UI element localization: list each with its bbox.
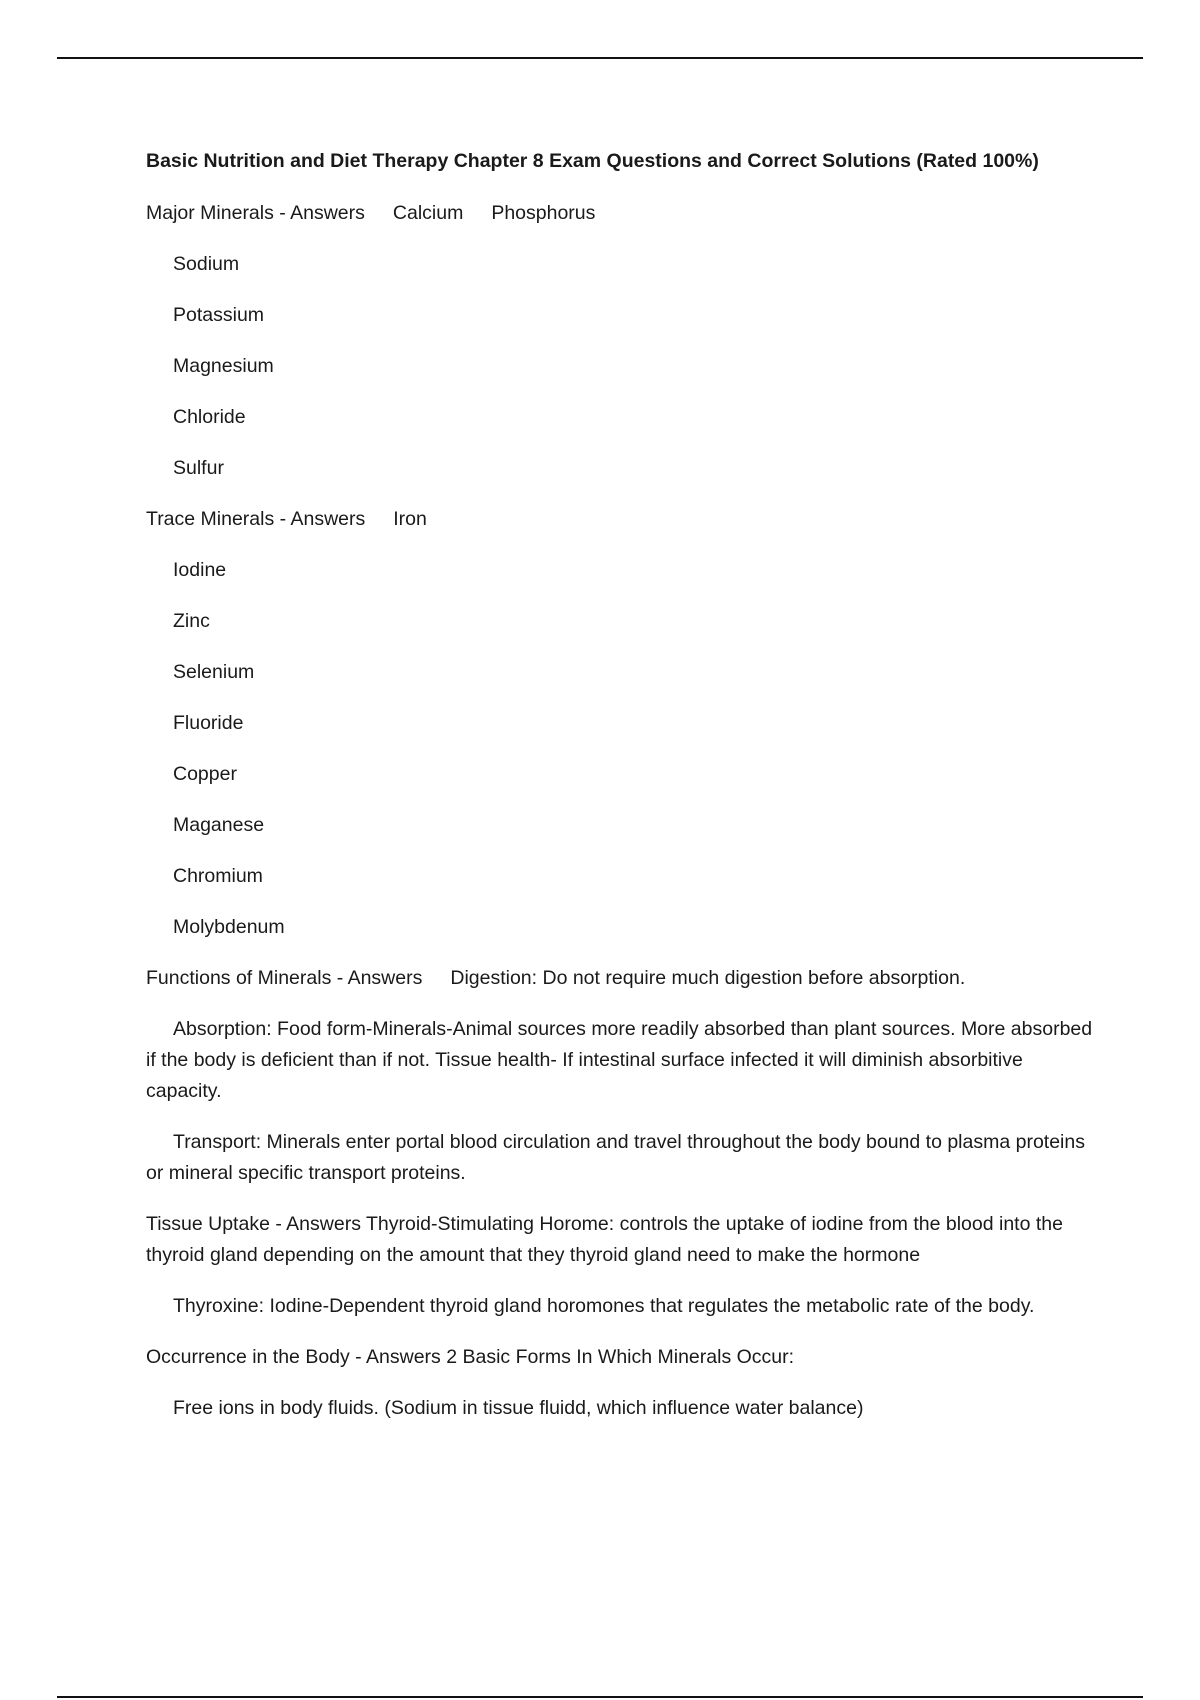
mineral-item: Phosphorus xyxy=(491,202,596,224)
transport-paragraph: Transport: Minerals enter portal blood circulation and travel throughout the body bound to plasma proteins or mineral specific transport proteins. xyxy=(146,1131,1085,1184)
trace-minerals-label: Trace Minerals - Answers xyxy=(146,508,366,530)
absorption-paragraph: Absorption: Food form-Minerals-Animal sources more readily absorbed than plant sources. More absorbed if the body is deficient than if not. Tissue health- If intestinal surface infected it will diminish absorbitive capacity. xyxy=(146,1018,1093,1102)
mineral-item: Potassium xyxy=(173,304,265,326)
tissue-uptake-paragraph: Tissue Uptake - Answers Thyroid-Stimulating Horome: controls the uptake of iodine from the blood into the thyroid gland depending on the amount that they thyroid gland need to make the hormone xyxy=(146,1213,1063,1266)
major-minerals-heading xyxy=(146,198,1096,229)
mineral-item: Fluoride xyxy=(173,712,244,734)
mineral-item: Sodium xyxy=(173,253,240,275)
mineral-item: Magnesium xyxy=(173,355,274,377)
top-rule xyxy=(57,57,1143,59)
mineral-item: Chromium xyxy=(173,865,263,887)
trace-minerals-heading xyxy=(146,504,1096,535)
functions-heading xyxy=(146,963,1096,994)
free-ions-paragraph: Free ions in body fluids. (Sodium in tissue fluidd, which influence water balance) xyxy=(173,1397,864,1419)
mineral-item: Iron xyxy=(393,508,427,530)
document-body xyxy=(146,146,1096,1444)
mineral-item: Molybdenum xyxy=(173,916,285,938)
mineral-item: Selenium xyxy=(173,661,255,683)
digestion-text: Digestion: Do not require much digestion before absorption. xyxy=(450,967,966,989)
mineral-item: Sulfur xyxy=(173,457,224,479)
functions-label: Functions of Minerals - Answers xyxy=(146,967,423,989)
document-title: Basic Nutrition and Diet Therapy Chapter 8 Exam Questions and Correct Solutions (Rated 100%) xyxy=(146,150,1039,172)
mineral-item: Chloride xyxy=(173,406,246,428)
thyroxine-paragraph: Thyroxine: Iodine-Dependent thyroid gland horomones that regulates the metabolic rate of the body. xyxy=(173,1295,1035,1317)
major-minerals-label: Major Minerals - Answers xyxy=(146,202,365,224)
mineral-item: Iodine xyxy=(173,559,227,581)
mineral-item: Copper xyxy=(173,763,237,785)
mineral-item: Zinc xyxy=(173,610,210,632)
occurrence-paragraph: Occurrence in the Body - Answers 2 Basic Forms In Which Minerals Occur: xyxy=(146,1346,795,1368)
bottom-rule xyxy=(57,1696,1143,1698)
mineral-item: Maganese xyxy=(173,814,265,836)
mineral-item: Calcium xyxy=(392,202,464,224)
